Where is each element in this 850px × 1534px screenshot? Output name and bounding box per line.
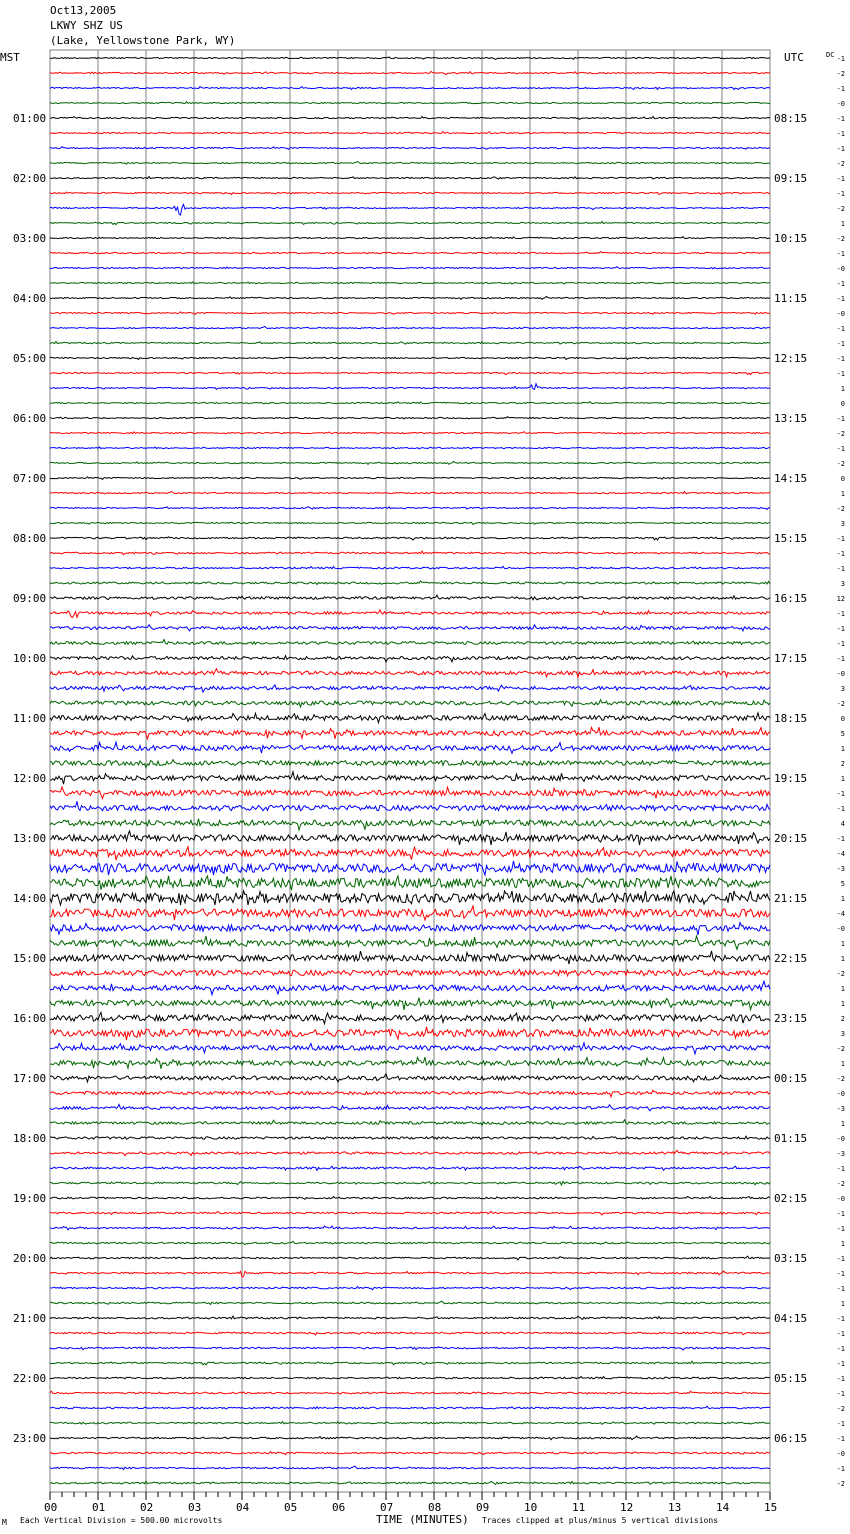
dc-offset-value: -2 <box>836 430 845 438</box>
trace-line <box>50 625 770 631</box>
trace-line <box>50 1391 770 1394</box>
dc-offset-value: -2 <box>836 160 845 168</box>
dc-offset-value: -2 <box>836 1480 845 1488</box>
dc-offset-value: -0 <box>836 1450 845 1458</box>
scale-note: Each Vertical Division = 500.00 microvolts <box>20 1516 223 1525</box>
dc-offset-value: -2 <box>836 1045 845 1053</box>
x-tick-label: 13 <box>668 1501 682 1514</box>
trace-line <box>50 819 770 830</box>
left-hour-label: 13:00 <box>13 832 47 845</box>
trace-line <box>50 537 770 540</box>
dc-offset-value: -1 <box>836 250 845 258</box>
trace-line <box>50 1120 770 1126</box>
trace-line <box>50 581 770 585</box>
dc-offset-value: -2 <box>836 205 845 213</box>
left-hour-label: 18:00 <box>13 1132 47 1145</box>
left-hour-label: 23:00 <box>13 1432 47 1445</box>
x-tick-label: 04 <box>236 1501 250 1514</box>
dc-offset-value: -1 <box>836 415 845 423</box>
trace-line <box>50 342 770 345</box>
left-hour-label: 12:00 <box>13 772 47 785</box>
trace-line <box>50 147 770 150</box>
trace-line <box>50 685 770 692</box>
trace-line <box>50 760 770 768</box>
x-tick-label: 06 <box>332 1501 346 1514</box>
trace-line <box>50 1406 770 1409</box>
left-hour-label: 19:00 <box>13 1192 47 1205</box>
x-tick-label: 03 <box>188 1501 202 1514</box>
right-hour-label: 18:15 <box>774 712 808 725</box>
dc-offset-value: -0 <box>836 1135 845 1143</box>
dc-offset-value: 3 <box>840 520 845 528</box>
trace-line <box>50 252 770 254</box>
right-hour-label: 05:15 <box>774 1372 808 1385</box>
trace-line <box>50 1466 770 1469</box>
dc-offset-value: -1 <box>836 1270 845 1278</box>
trace-line <box>50 1316 770 1319</box>
dc-offset-value: -1 <box>836 1375 845 1383</box>
dc-offset-value: -3 <box>836 1105 845 1113</box>
trace-line <box>50 1166 770 1170</box>
trace-line <box>50 1196 770 1199</box>
trace-line <box>50 1377 770 1379</box>
right-hour-label: 16:15 <box>774 592 808 605</box>
trace-line <box>50 1452 770 1455</box>
right-hour-label: 13:15 <box>774 412 808 425</box>
dc-offset-value: -1 <box>836 355 845 363</box>
dc-offset-value: -1 <box>836 1420 845 1428</box>
dc-offset-value: -2 <box>836 700 845 708</box>
dc-offset-value: -1 <box>836 835 845 843</box>
dc-offset-value: 1 <box>840 940 845 948</box>
left-hour-label: 21:00 <box>13 1312 47 1325</box>
dc-offset-value: 0 <box>840 475 845 483</box>
trace-line <box>50 847 770 860</box>
trace-line <box>50 1211 770 1215</box>
left-hour-label: 01:00 <box>13 112 47 125</box>
dc-offset-value: -3 <box>836 865 845 873</box>
trace-line <box>50 713 770 723</box>
right-hour-label: 00:15 <box>774 1072 808 1085</box>
right-hour-label: 10:15 <box>774 232 808 245</box>
trace-line <box>50 981 770 995</box>
dc-offset-value: -1 <box>836 565 845 573</box>
dc-offset-value: -0 <box>836 310 845 318</box>
trace-line <box>50 237 770 239</box>
trace-line <box>50 1150 770 1155</box>
dc-offset-value: -0 <box>836 670 845 678</box>
dc-offset-value: 1 <box>840 1240 845 1248</box>
trace-line <box>50 1181 770 1185</box>
trace-line <box>50 162 770 165</box>
trace-line <box>50 772 770 784</box>
dc-offset-value: -1 <box>836 535 845 543</box>
trace-line <box>50 906 770 920</box>
dc-offset-value: 0 <box>840 715 845 723</box>
trace-line <box>50 1043 770 1054</box>
x-axis-title: TIME (MINUTES) <box>376 1513 469 1526</box>
dc-offset-value: 4 <box>840 820 845 828</box>
right-timezone-label: UTC <box>784 51 804 64</box>
dc-offset-value: -2 <box>836 1075 845 1083</box>
x-tick-label: 12 <box>620 1501 634 1514</box>
trace-line <box>50 507 770 510</box>
left-hour-label: 04:00 <box>13 292 47 305</box>
dc-offset-value: 1 <box>840 490 845 498</box>
trace-line <box>50 1074 770 1082</box>
header-station: LKWY SHZ US <box>50 19 123 32</box>
dc-offset-value: -1 <box>836 1360 845 1368</box>
dc-offset-value: -1 <box>836 130 845 138</box>
dc-offset-value: -1 <box>836 1255 845 1263</box>
left-hour-label: 15:00 <box>13 952 47 965</box>
dc-offset-value: -1 <box>836 625 845 633</box>
trace-line <box>50 1481 770 1484</box>
dc-offset-value: -2 <box>836 460 845 468</box>
trace-line <box>50 551 770 555</box>
dc-offset-value: -1 <box>836 325 845 333</box>
dc-offset-value: 1 <box>840 745 845 753</box>
dc-offset-value: -1 <box>836 1330 845 1338</box>
trace-line <box>50 1332 770 1335</box>
dc-offset-value: -1 <box>836 1225 845 1233</box>
trace-line <box>50 282 770 284</box>
dc-offset-value: -1 <box>836 805 845 813</box>
trace-line <box>50 1422 770 1425</box>
trace-line <box>50 1226 770 1230</box>
trace-line <box>50 1241 770 1244</box>
dc-offset-value: -1 <box>836 1390 845 1398</box>
trace-line <box>50 742 770 753</box>
dc-offset-value: 0 <box>840 400 845 408</box>
dc-offset-value: -1 <box>836 1165 845 1173</box>
dc-offset-value: -0 <box>836 100 845 108</box>
trace-line <box>50 1301 770 1304</box>
trace-line <box>50 461 770 464</box>
trace-line <box>50 951 770 964</box>
trace-line <box>50 640 770 645</box>
trace-line <box>50 669 770 678</box>
trace-line <box>50 936 770 949</box>
right-hour-label: 11:15 <box>774 292 808 305</box>
right-hour-label: 08:15 <box>774 112 808 125</box>
trace-line <box>50 595 770 600</box>
dc-offset-value: -1 <box>836 1210 845 1218</box>
x-tick-label: 10 <box>524 1501 538 1514</box>
right-hour-label: 17:15 <box>774 652 808 665</box>
dc-offset-value: -2 <box>836 970 845 978</box>
left-hour-label: 06:00 <box>13 412 47 425</box>
left-hour-label: 22:00 <box>13 1372 47 1385</box>
x-tick-label: 08 <box>428 1501 442 1514</box>
left-hour-label: 09:00 <box>13 592 47 605</box>
trace-line <box>50 222 770 225</box>
trace-line <box>50 566 770 569</box>
dc-offset-value: -0 <box>836 265 845 273</box>
left-hour-label: 17:00 <box>13 1072 47 1085</box>
left-hour-label: 03:00 <box>13 232 47 245</box>
left-hour-label: 02:00 <box>13 172 47 185</box>
dc-offset-value: -1 <box>836 1345 845 1353</box>
x-tick-label: 00 <box>44 1501 58 1514</box>
trace-line <box>50 417 770 419</box>
dc-offset-value: 1 <box>840 775 845 783</box>
trace-line <box>50 204 770 215</box>
trace-line <box>50 102 770 104</box>
trace-line <box>50 192 770 194</box>
trace-line <box>50 787 770 799</box>
dc-offset-value: -1 <box>836 115 845 123</box>
right-hour-label: 06:15 <box>774 1432 808 1445</box>
right-hour-label: 21:15 <box>774 892 808 905</box>
trace-line <box>50 312 770 315</box>
trace-line <box>50 477 770 480</box>
right-hour-label: 22:15 <box>774 952 808 965</box>
right-hour-label: 12:15 <box>774 352 808 365</box>
trace-line <box>50 296 770 299</box>
dc-offset-value: -1 <box>836 340 845 348</box>
trace-line <box>50 267 770 269</box>
left-hour-label: 08:00 <box>13 532 47 545</box>
corner-mark: M <box>2 1518 7 1527</box>
left-hour-label: 20:00 <box>13 1252 47 1265</box>
trace-line <box>50 969 770 976</box>
x-tick-label: 01 <box>92 1501 106 1514</box>
left-hour-label: 14:00 <box>13 892 47 905</box>
trace-line <box>50 132 770 134</box>
dc-offset-value: 3 <box>840 1030 845 1038</box>
left-hour-label: 05:00 <box>13 352 47 365</box>
x-tick-label: 02 <box>140 1501 154 1514</box>
dc-offset-value: -2 <box>836 235 845 243</box>
trace-line <box>50 372 770 375</box>
trace-line <box>50 384 770 390</box>
trace-line <box>50 492 770 494</box>
dc-offset-value: -1 <box>836 445 845 453</box>
right-hour-label: 15:15 <box>774 532 808 545</box>
trace-line <box>50 876 770 890</box>
dc-offset-value: -1 <box>836 280 845 288</box>
x-tick-label: 15 <box>764 1501 778 1514</box>
traces <box>50 57 770 1485</box>
dc-offset-value: -4 <box>836 910 845 918</box>
dc-offset-value: -1 <box>836 145 845 153</box>
x-tick-label: 11 <box>572 1501 586 1514</box>
trace-line <box>50 831 770 845</box>
dc-offset-value: -1 <box>836 85 845 93</box>
dc-offset-value: -2 <box>836 1180 845 1188</box>
dc-offset-value: -1 <box>836 55 845 63</box>
right-hour-label: 03:15 <box>774 1252 808 1265</box>
trace-line <box>50 1105 770 1111</box>
trace-line <box>50 1012 770 1023</box>
dc-offset-value: 1 <box>840 220 845 228</box>
dc-offset-value: -1 <box>836 640 845 648</box>
dc-offset-value: -2 <box>836 70 845 78</box>
dc-offset-value: 1 <box>840 1060 845 1068</box>
trace-line <box>50 861 770 875</box>
header-date: Oct13,2005 <box>50 4 117 17</box>
right-hour-label: 02:15 <box>774 1192 808 1205</box>
dc-offset-value: 5 <box>840 730 845 738</box>
header-location: (Lake, Yellowstone Park, WY) <box>50 34 236 47</box>
dc-offset-value: 1 <box>840 895 845 903</box>
trace-line <box>50 327 770 329</box>
right-hour-label: 14:15 <box>774 472 808 485</box>
dc-offset-value: 3 <box>840 685 845 693</box>
dc-offset-value: -0 <box>836 1195 845 1203</box>
trace-line <box>50 1256 770 1260</box>
trace-line <box>50 1361 770 1365</box>
dc-offset-value: -1 <box>836 1285 845 1293</box>
dc-offset-column <box>837 55 845 1488</box>
x-tick-label: 07 <box>380 1501 394 1514</box>
trace-line <box>50 402 770 404</box>
left-hour-label: 16:00 <box>13 1012 47 1025</box>
dc-offset-value: -1 <box>836 790 845 798</box>
trace-line <box>50 700 770 707</box>
dc-offset-value: -1 <box>836 550 845 558</box>
x-tick-label: 09 <box>476 1501 490 1514</box>
right-hour-label: 09:15 <box>774 172 808 185</box>
dc-offset-value: 12 <box>836 595 845 603</box>
x-tick-label: 14 <box>716 1501 730 1514</box>
dc-offset-value: -1 <box>836 1315 845 1323</box>
right-hour-label: 20:15 <box>774 832 808 845</box>
trace-line <box>50 727 770 739</box>
plot-frame <box>50 50 770 1492</box>
clip-note: Traces clipped at plus/minus 5 vertical divisions <box>482 1516 719 1525</box>
trace-line <box>50 1090 770 1097</box>
right-hour-label: 19:15 <box>774 772 808 785</box>
dc-offset-value: -1 <box>836 190 845 198</box>
trace-line <box>50 1027 770 1040</box>
trace-line <box>50 71 770 74</box>
trace-line <box>50 447 770 449</box>
dc-offset-value: -1 <box>836 175 845 183</box>
dc-offset-value: -4 <box>836 850 845 858</box>
dc-offset-value: 1 <box>840 1000 845 1008</box>
dc-offset-value: 1 <box>840 1300 845 1308</box>
left-timezone-label: MST <box>0 51 20 64</box>
trace-line <box>50 522 770 524</box>
dc-offset-value: -1 <box>836 610 845 618</box>
right-hour-label: 04:15 <box>774 1312 808 1325</box>
dc-offset-value: 3 <box>840 580 845 588</box>
trace-line <box>50 1347 770 1350</box>
trace-line <box>50 1271 770 1277</box>
dc-offset-value: -1 <box>836 1435 845 1443</box>
trace-line <box>50 610 770 618</box>
trace-line <box>50 998 770 1010</box>
dc-offset-value: 1 <box>840 985 845 993</box>
dc-offset-value: -1 <box>836 655 845 663</box>
trace-line <box>50 923 770 936</box>
x-tick-label: 05 <box>284 1501 298 1514</box>
dc-label: DC <box>826 51 835 59</box>
dc-offset-value: -1 <box>836 295 845 303</box>
trace-line <box>50 1436 770 1440</box>
trace-line <box>50 87 770 90</box>
dc-offset-value: 1 <box>840 385 845 393</box>
dc-offset-value: 1 <box>840 955 845 963</box>
trace-line <box>50 432 770 434</box>
dc-offset-value: -2 <box>836 1405 845 1413</box>
right-hour-label: 01:15 <box>774 1132 808 1145</box>
dc-offset-value: -1 <box>836 1465 845 1473</box>
trace-line <box>50 177 770 180</box>
right-hour-label: 23:15 <box>774 1012 808 1025</box>
trace-line <box>50 1136 770 1139</box>
dc-offset-value: -1 <box>836 370 845 378</box>
trace-line <box>50 1287 770 1290</box>
trace-line <box>50 117 770 120</box>
x-axis <box>44 1492 777 1514</box>
dc-offset-value: 1 <box>840 1120 845 1128</box>
dc-offset-value: 2 <box>840 1015 845 1023</box>
dc-offset-value: 2 <box>840 760 845 768</box>
trace-line <box>50 1057 770 1069</box>
dc-offset-value: -0 <box>836 1090 845 1098</box>
dc-offset-value: -2 <box>836 505 845 513</box>
grid <box>50 50 770 1492</box>
trace-line <box>50 801 770 810</box>
left-hour-label: 11:00 <box>13 712 47 725</box>
dc-offset-value: -3 <box>836 1150 845 1158</box>
left-hour-label: 10:00 <box>13 652 47 665</box>
dc-offset-value: -0 <box>836 925 845 933</box>
trace-line <box>50 357 770 359</box>
trace-line <box>50 891 770 905</box>
left-hour-label: 07:00 <box>13 472 47 485</box>
trace-line <box>50 57 770 60</box>
dc-offset-value: 5 <box>840 880 845 888</box>
trace-line <box>50 656 770 662</box>
